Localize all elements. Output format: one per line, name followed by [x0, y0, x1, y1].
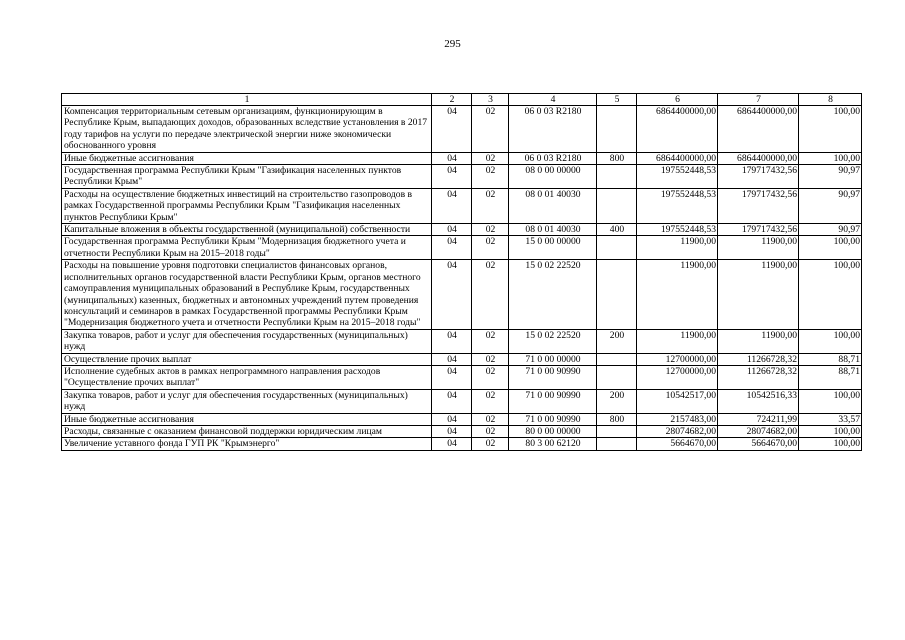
expense-type-code-cell [597, 165, 637, 189]
executed-amount-cell: 11900,00 [718, 260, 799, 329]
executed-amount-cell: 724211,99 [718, 413, 799, 425]
executed-amount-cell: 11266728,32 [718, 365, 799, 389]
section-code-cell: 04 [432, 236, 472, 260]
section-code-cell: 04 [432, 353, 472, 365]
subsection-code-cell: 02 [472, 389, 509, 413]
expense-type-code-cell [597, 353, 637, 365]
row-name-cell: Иные бюджетные ассигнования [62, 152, 432, 164]
planned-amount-cell: 11900,00 [637, 236, 718, 260]
section-code-cell: 04 [432, 260, 472, 329]
row-name-cell: Увеличение уставного фонда ГУП РК "Крымэнерго" [62, 438, 432, 450]
execution-percent-cell: 100,00 [799, 106, 862, 153]
subsection-code-cell: 02 [472, 236, 509, 260]
column-header: 7 [718, 94, 799, 106]
executed-amount-cell: 179717432,56 [718, 224, 799, 236]
target-item-code-cell: 06 0 03 R2180 [509, 106, 597, 153]
row-name-cell: Расходы, связанные с оказанием финансовой поддержки юридическим лицам [62, 425, 432, 437]
table-row [62, 425, 862, 437]
execution-percent-cell: 90,97 [799, 224, 862, 236]
expense-type-code-cell [597, 438, 637, 450]
subsection-code-cell: 02 [472, 165, 509, 189]
execution-percent-cell: 90,97 [799, 165, 862, 189]
execution-percent-cell: 90,97 [799, 188, 862, 223]
planned-amount-cell: 12700000,00 [637, 365, 718, 389]
executed-amount-cell: 11900,00 [718, 329, 799, 353]
execution-percent-cell: 100,00 [799, 438, 862, 450]
subsection-code-cell: 02 [472, 353, 509, 365]
section-code-cell: 04 [432, 438, 472, 450]
expense-type-code-cell [597, 236, 637, 260]
target-item-code-cell: 06 0 03 R2180 [509, 152, 597, 164]
expense-type-code-cell [597, 425, 637, 437]
executed-amount-cell: 10542516,33 [718, 389, 799, 413]
execution-percent-cell: 100,00 [799, 425, 862, 437]
planned-amount-cell: 28074682,00 [637, 425, 718, 437]
planned-amount-cell: 197552448,53 [637, 224, 718, 236]
section-code-cell: 04 [432, 413, 472, 425]
target-item-code-cell: 15 0 02 22520 [509, 329, 597, 353]
planned-amount-cell: 197552448,53 [637, 188, 718, 223]
section-code-cell: 04 [432, 389, 472, 413]
planned-amount-cell: 12700000,00 [637, 353, 718, 365]
table-body [62, 106, 862, 451]
table-row [62, 106, 862, 153]
planned-amount-cell: 11900,00 [637, 329, 718, 353]
section-code-cell: 04 [432, 106, 472, 153]
expense-type-code-cell: 800 [597, 152, 637, 164]
execution-percent-cell: 100,00 [799, 236, 862, 260]
page-number: 295 [444, 38, 461, 50]
subsection-code-cell: 02 [472, 188, 509, 223]
target-item-code-cell: 71 0 00 90990 [509, 365, 597, 389]
executed-amount-cell: 6864400000,00 [718, 152, 799, 164]
row-name-cell: Государственная программа Республики Крым "Модернизация бюджетного учета и отчетности Республики Крым на 2015–2018 годы" [62, 236, 432, 260]
target-item-code-cell: 71 0 00 90990 [509, 413, 597, 425]
planned-amount-cell: 6864400000,00 [637, 106, 718, 153]
target-item-code-cell: 08 0 00 00000 [509, 165, 597, 189]
executed-amount-cell: 6864400000,00 [718, 106, 799, 153]
row-name-cell: Капитальные вложения в объекты государственной (муниципальной) собственности [62, 224, 432, 236]
subsection-code-cell: 02 [472, 425, 509, 437]
executed-amount-cell: 28074682,00 [718, 425, 799, 437]
subsection-code-cell: 02 [472, 260, 509, 329]
expense-type-code-cell: 200 [597, 329, 637, 353]
subsection-code-cell: 02 [472, 438, 509, 450]
expense-type-code-cell [597, 188, 637, 223]
column-header: 2 [432, 94, 472, 106]
row-name-cell: Расходы на повышение уровня подготовки специалистов финансовых органов, исполнительных органов государственной власти Республики Крым, органов местного самоуправления муниципальных образований в Республике Крым, государственных (муниципальных) казенных, бюджетных и автономных учреждений путем проведения консультаций и семинаров в рамках Государственной программы Республики Крым "Модернизация бюджетного учета и отчетности Республики Крым на 2015–2018 годы" [62, 260, 432, 329]
column-header: 4 [509, 94, 597, 106]
section-code-cell: 04 [432, 152, 472, 164]
target-item-code-cell: 08 0 01 40030 [509, 224, 597, 236]
execution-percent-cell: 100,00 [799, 260, 862, 329]
planned-amount-cell: 11900,00 [637, 260, 718, 329]
section-code-cell: 04 [432, 224, 472, 236]
expense-type-code-cell: 400 [597, 224, 637, 236]
subsection-code-cell: 02 [472, 413, 509, 425]
execution-percent-cell: 88,71 [799, 365, 862, 389]
target-item-code-cell: 80 0 00 00000 [509, 425, 597, 437]
planned-amount-cell: 2157483,00 [637, 413, 718, 425]
target-item-code-cell: 15 0 00 00000 [509, 236, 597, 260]
target-item-code-cell: 15 0 02 22520 [509, 260, 597, 329]
subsection-code-cell: 02 [472, 224, 509, 236]
section-code-cell: 04 [432, 329, 472, 353]
row-name-cell: Иные бюджетные ассигнования [62, 413, 432, 425]
table-row [62, 365, 862, 389]
executed-amount-cell: 179717432,56 [718, 188, 799, 223]
table-row [62, 353, 862, 365]
row-name-cell: Государственная программа Республики Крым "Газификация населенных пунктов Республики Крым" [62, 165, 432, 189]
execution-percent-cell: 100,00 [799, 389, 862, 413]
executed-amount-cell: 11266728,32 [718, 353, 799, 365]
section-code-cell: 04 [432, 188, 472, 223]
executed-amount-cell: 5664670,00 [718, 438, 799, 450]
column-header: 5 [597, 94, 637, 106]
table-row [62, 188, 862, 223]
execution-percent-cell: 88,71 [799, 353, 862, 365]
subsection-code-cell: 02 [472, 365, 509, 389]
target-item-code-cell: 80 3 00 62120 [509, 438, 597, 450]
target-item-code-cell: 71 0 00 90990 [509, 389, 597, 413]
section-code-cell: 04 [432, 165, 472, 189]
column-header: 8 [799, 94, 862, 106]
expense-type-code-cell: 800 [597, 413, 637, 425]
planned-amount-cell: 10542517,00 [637, 389, 718, 413]
subsection-code-cell: 02 [472, 329, 509, 353]
column-header: 6 [637, 94, 718, 106]
table-row [62, 165, 862, 189]
row-name-cell: Закупка товаров, работ и услуг для обеспечения государственных (муниципальных) нужд [62, 389, 432, 413]
expense-type-code-cell [597, 365, 637, 389]
expense-type-code-cell: 200 [597, 389, 637, 413]
target-item-code-cell: 71 0 00 00000 [509, 353, 597, 365]
row-name-cell: Исполнение судебных актов в рамках непрограммного направления расходов "Осуществление прочих выплат" [62, 365, 432, 389]
execution-percent-cell: 100,00 [799, 152, 862, 164]
table-row [62, 389, 862, 413]
execution-percent-cell: 100,00 [799, 329, 862, 353]
row-name-cell: Расходы на осуществление бюджетных инвестиций на строительство газопроводов в рамках Государственной программы Республики Крым "Газификация населенных пунктов Республики Крым" [62, 188, 432, 223]
column-header: 3 [472, 94, 509, 106]
planned-amount-cell: 6864400000,00 [637, 152, 718, 164]
planned-amount-cell: 197552448,53 [637, 165, 718, 189]
table-row [62, 236, 862, 260]
section-code-cell: 04 [432, 365, 472, 389]
execution-percent-cell: 33,57 [799, 413, 862, 425]
section-code-cell: 04 [432, 425, 472, 437]
table-row [62, 260, 862, 329]
row-name-cell: Закупка товаров, работ и услуг для обеспечения государственных (муниципальных) нужд [62, 329, 432, 353]
table-header-row [62, 94, 862, 106]
row-name-cell: Осуществление прочих выплат [62, 353, 432, 365]
budget-execution-table [61, 93, 862, 451]
subsection-code-cell: 02 [472, 152, 509, 164]
target-item-code-cell: 08 0 01 40030 [509, 188, 597, 223]
subsection-code-cell: 02 [472, 106, 509, 153]
executed-amount-cell: 179717432,56 [718, 165, 799, 189]
table-row [62, 413, 862, 425]
table-row [62, 152, 862, 164]
row-name-cell: Компенсация территориальным сетевым организациям, функционирующим в Республике Крым, выпадающих доходов, образованных вследствие установления в 2017 году тарифов на услуги по передаче электрической энергии ниже экономически обоснованного уровня [62, 106, 432, 153]
table-row [62, 224, 862, 236]
expense-type-code-cell [597, 106, 637, 153]
table-row [62, 329, 862, 353]
expense-type-code-cell [597, 260, 637, 329]
planned-amount-cell: 5664670,00 [637, 438, 718, 450]
executed-amount-cell: 11900,00 [718, 236, 799, 260]
table-row [62, 438, 862, 450]
column-header: 1 [62, 94, 432, 106]
